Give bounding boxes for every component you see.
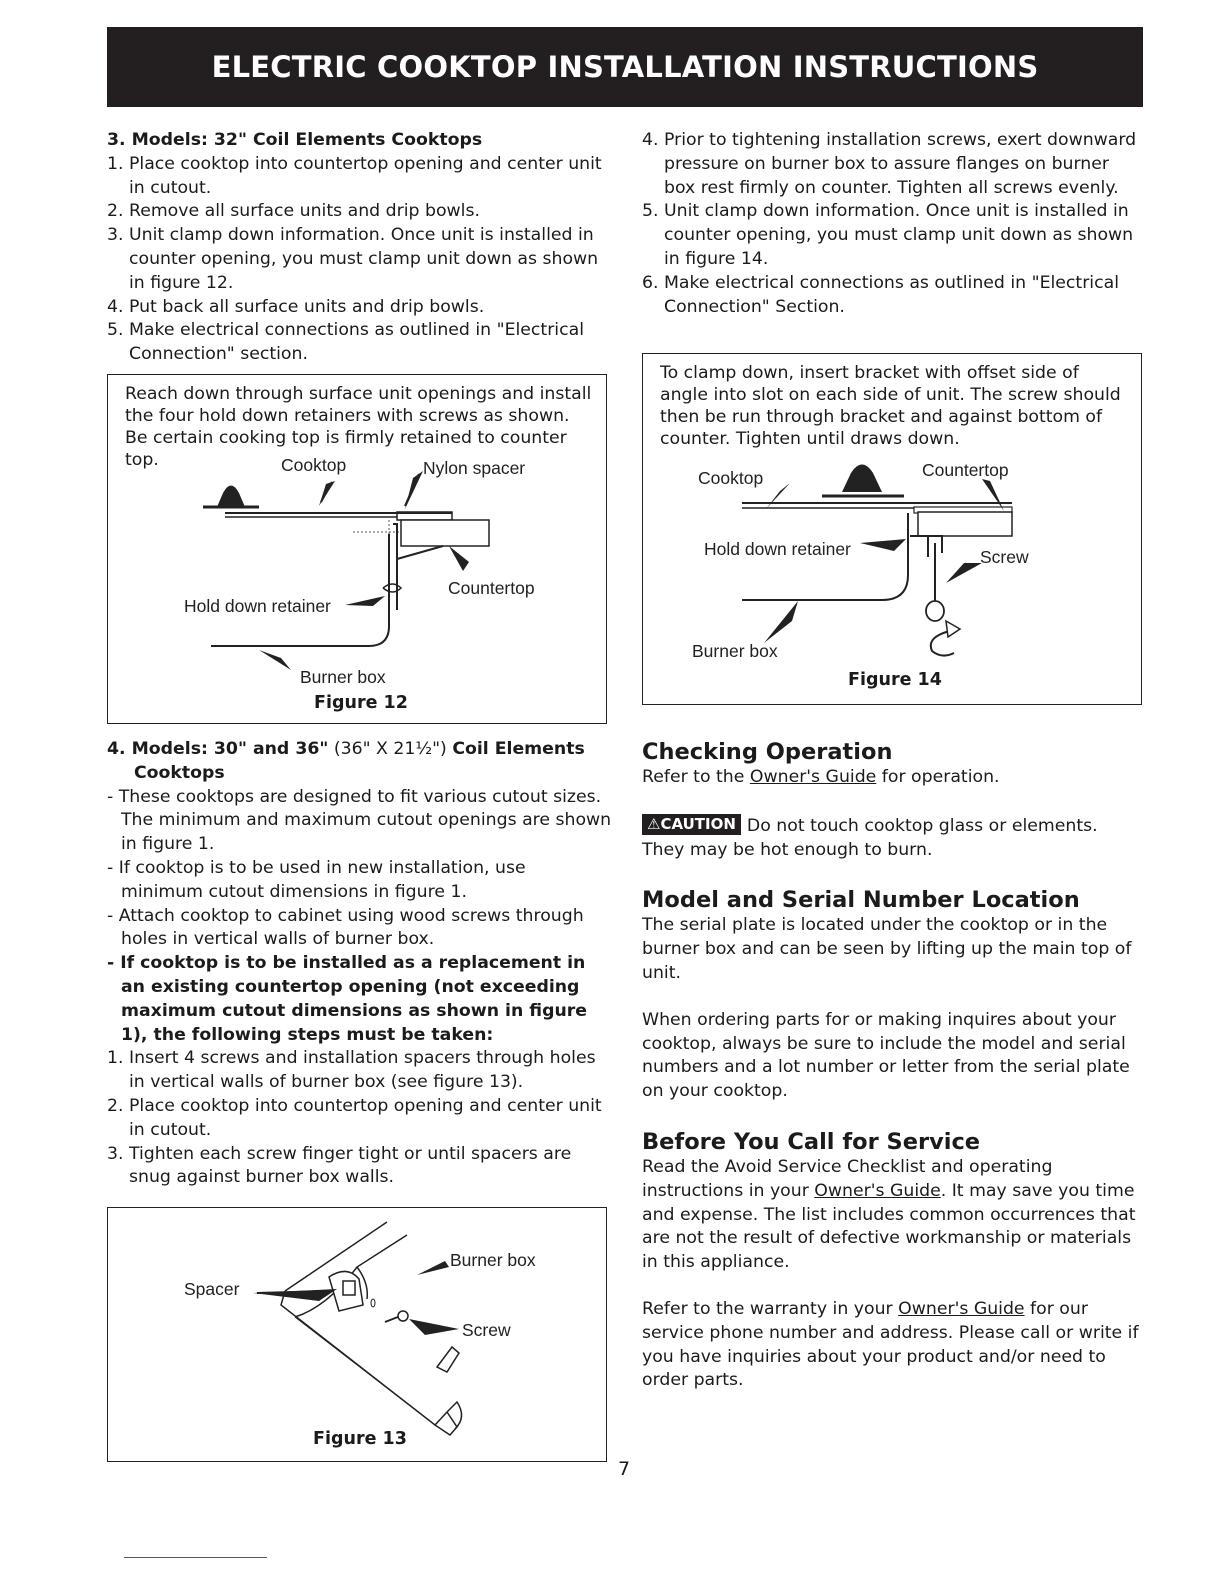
caution-badge-label: CAUTION: [660, 814, 736, 833]
figure-12-label-cooktop: Cooktop: [281, 455, 347, 475]
figure-14-label-screw: Screw: [980, 547, 1029, 567]
service-owners-guide-link-2[interactable]: Owner's Guide: [898, 1298, 1025, 1319]
model-serial-paragraph-2: When ordering parts for or making inquires about your cooktop, always be sure to include the model and serial numbers and a lot number or letter from the serial plate on your cooktop.: [642, 1009, 1130, 1102]
figure-13-label-spacer: Spacer: [184, 1279, 240, 1299]
figure-13-caption: Figure 13: [313, 1429, 407, 1449]
figure-14-label-cooktop: Cooktop: [698, 468, 764, 488]
figure-14-label-burner-box: Burner box: [692, 641, 778, 661]
figure-14-label-hold-down-retainer: Hold down retainer: [704, 539, 851, 559]
checking-text-pre: Refer to the: [642, 767, 750, 787]
figure-12-instructions: Reach down through surface unit openings and install the four hold down retainers with screws as shown. Be certain cooking top is firmly retained to counter top.: [125, 384, 592, 470]
section-4-step-3: 3. Tighten each screw finger tight or until spacers are snug against burner box walls.: [107, 1143, 572, 1188]
page-title: ELECTRIC COOKTOP INSTALLATION INSTRUCTIONS: [211, 50, 1039, 84]
page-header-banner: [107, 27, 1143, 107]
section-4-bullet-3: - Attach cooktop to cabinet using wood screws through holes in vertical walls of burner box.: [107, 905, 584, 950]
section-3-step-2: 2. Remove all surface units and drip bowls.: [107, 201, 480, 222]
section-4-30-36in-models: [107, 738, 612, 1190]
figure-14-label-countertop: Countertop: [922, 460, 1009, 480]
figure-12-label-nylon-spacer: Nylon spacer: [423, 458, 526, 478]
service-p2-pre: Refer to the warranty in your: [642, 1298, 899, 1319]
figure-12-caption: Figure 12: [314, 693, 408, 713]
checking-operation-heading: Checking Operation: [642, 739, 893, 765]
figure-12-label-burner-box: Burner box: [300, 667, 386, 687]
section-3-step-3: 3. Unit clamp down information. Once unit is installed in counter opening, you must clamp unit down as shown in figure 12.: [107, 225, 599, 293]
figure-14-caption: Figure 14: [848, 670, 942, 690]
section-4-bullet-2: - If cooktop is to be used in new installation, use minimum cutout dimensions in figure 1.: [107, 857, 526, 902]
right-step-5: 5. Unit clamp down information. Once unit is installed in counter opening, you must clamp unit down as shown in figure 14.: [642, 201, 1134, 269]
checking-text-post: for operation.: [876, 767, 1000, 787]
right-step-6: 6. Make electrical connections as outlined in "Electrical Connection" Section.: [642, 272, 1120, 317]
figure-13-label-burner-box: Burner box: [450, 1250, 536, 1270]
before-service-heading: Before You Call for Service: [642, 1128, 981, 1155]
section-3-step-4: 4. Put back all surface units and drip bowls.: [107, 296, 485, 317]
warning-triangle-icon: ⚠: [647, 814, 661, 833]
model-serial-paragraph-1: The serial plate is located under the cooktop or in the burner box and can be seen by lifting up the main top of unit.: [642, 915, 1132, 983]
checking-owners-guide-link[interactable]: Owner's Guide: [749, 767, 877, 787]
service-p2-post: for our service phone number and address. Please call or write if you have inquiries about your product and/or need to order parts.: [642, 1298, 1139, 1391]
right-step-4: 4. Prior to tightening installation screws, exert downward pressure on burner box to assure flanges on burner box rest firmly on counter. Tighten all screws evenly.: [642, 130, 1137, 198]
model-serial-heading: Model and Serial Number Location: [642, 887, 1080, 914]
caution-badge: [642, 814, 741, 835]
figure-14-instructions: To clamp down, insert bracket with offset side of angle into slot on each side of unit. The screw should then be run through bracket and against bottom of counter. Tighten until draws down.: [660, 363, 1121, 449]
section-4-replacement-note: - If cooktop is to be installed as a replacement in an existing countertop opening (not exceeding maximum cutout dimensions as shown in figure 1), the following steps must be taken:: [107, 953, 588, 1045]
service-p1-pre: Read the Avoid Service Checklist and operating instructions in your: [642, 1156, 1053, 1201]
section-3-heading: 3. Models: 32" Coil Elements Cooktops: [107, 130, 483, 150]
section-4-heading: [107, 738, 612, 786]
section-4-heading-part-2: (36" X 21½"): [328, 739, 453, 759]
section-4-heading-part-1: 4. Models: 30" and 36": [107, 739, 329, 759]
checking-operation-text: [642, 766, 1144, 790]
footer-rule: [124, 1557, 267, 1558]
figure-12-label-hold-down-retainer: Hold down retainer: [184, 596, 331, 616]
caution-notice: [642, 814, 1144, 863]
section-4-heading-part-3: Coil Elements Cooktops: [134, 739, 585, 783]
section-4-bullet-1: - These cooktops are designed to fit various cutout sizes. The minimum and maximum cutout openings are shown in figure 1.: [107, 786, 612, 855]
before-service-paragraph-2: [642, 1298, 1144, 1393]
right-steps: [642, 129, 1144, 319]
service-owners-guide-link-1[interactable]: Owner's Guide: [814, 1180, 941, 1201]
caution-text: Do not touch cooktop glass or elements. They may be hot enough to burn.: [642, 815, 1098, 860]
before-service-paragraph-1: [642, 1156, 1144, 1275]
section-3-step-5: 5. Make electrical connections as outlined in "Electrical Connection" section.: [107, 320, 585, 365]
section-4-step-2: 2. Place cooktop into countertop opening and center unit in cutout.: [107, 1095, 602, 1140]
section-3-32in-models: [107, 129, 612, 367]
figure-12-label-countertop: Countertop: [448, 578, 535, 598]
figure-13-diagram: [107, 1207, 607, 1462]
service-p1-post: . It may save you time and expense. The list includes common occurrences that are not the result of defective workmanship or materials in this appliance.: [642, 1180, 1136, 1273]
right-info-sections: [642, 738, 1144, 1393]
section-4-step-1: 1. Insert 4 screws and installation spacers through holes in vertical walls of burner box (see figure 13).: [107, 1048, 596, 1093]
page-number: 7: [618, 1458, 631, 1480]
figure-13-label-screw: Screw: [462, 1320, 511, 1340]
section-3-step-1: 1. Place cooktop into countertop opening and center unit in cutout.: [107, 153, 602, 198]
